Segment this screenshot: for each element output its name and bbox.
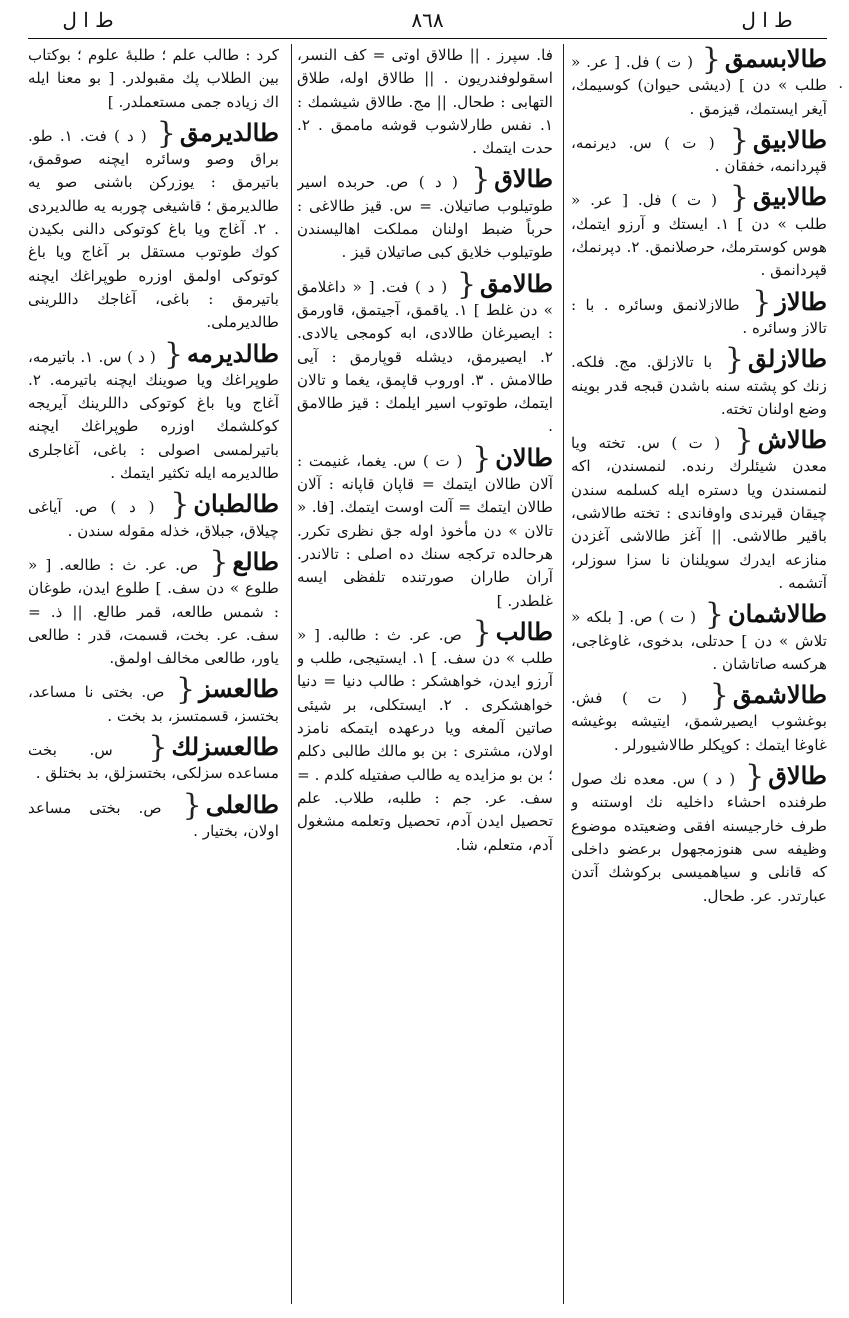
dictionary-entry bbox=[28, 732, 279, 786]
entry-definition: ( د ) س. معده نك صول طرفنده احشاء داخلیه نك اوستنه و طرف خارجیسنه افقی وضعیتده موضوع وظیفه سی هنوزمجهول برعضو داخلی که قانلی و سیاهمیسی برکوشك آتدن عبارتدر. عر. طحال. bbox=[571, 770, 827, 905]
page-number: ٨٦٨ bbox=[411, 8, 444, 32]
entry-definition: ( د ) ص. حربده اسیر طوتیلوب صاتیلان. = س. قیز طالاغی : حرباً ضبط اولنان مملکت اهالیسندن طوتیلوب خلایق کبی صاتیلان قیز . bbox=[297, 173, 553, 262]
entry-definition: ص. بختی مساعد اولان، بختیار . bbox=[28, 798, 279, 840]
entry-headword: طالاشمان bbox=[727, 599, 827, 629]
entry-definition: س. بخت مساعده سزلکی، بختسزلق، بد بختلق . bbox=[28, 741, 279, 783]
dictionary-entry bbox=[297, 266, 553, 439]
brace-icon: { bbox=[156, 115, 176, 151]
brace-icon: { bbox=[709, 678, 729, 714]
column-left bbox=[28, 44, 279, 1306]
entry-headword: طالعسز bbox=[199, 674, 279, 704]
entry-definition: با تالازلق. مج. فلکه. زنك كو پشته سنه باشدن قبجه قدر بوینه وضع اولنان تخته. bbox=[571, 353, 827, 418]
entry-headword: طالان bbox=[495, 442, 553, 472]
entry-headword: طالازلق bbox=[747, 344, 827, 374]
brace-icon: { bbox=[752, 284, 772, 320]
entry-headword: طالاق bbox=[768, 761, 827, 791]
margin-mark: · bbox=[838, 80, 843, 96]
dictionary-entry bbox=[571, 182, 827, 282]
dictionary-entry bbox=[571, 284, 827, 341]
entry-headword: طالاز bbox=[775, 286, 827, 316]
entry-definition: کرد : طالب علم ؛ طلبهٔ علوم ؛ بوکتاب بین الطلاب پك مقبولدر. [ بو معنا ایله اك زیاده جمی مستعملدر. ] bbox=[28, 46, 279, 111]
entry-headword: طالب bbox=[495, 616, 553, 646]
dictionary-entry bbox=[571, 44, 827, 121]
brace-icon: { bbox=[472, 440, 492, 476]
column-right bbox=[571, 44, 827, 1306]
entry-definition: ( ت ) فل. [ عر. « طلب » دن ] (دیشی حیوان) کوسیمك، آیغر ایستمك، قیزمق . bbox=[571, 53, 827, 118]
entry-definition: ( ت ) فش. بوغشوب ایصیرشمق، ایتیشه بوغیشه غاوغا ایتمك : کوپکلر طالاشیورلر . bbox=[571, 689, 827, 754]
brace-icon: { bbox=[471, 162, 491, 198]
dictionary-entry bbox=[297, 614, 553, 857]
entry-headword: طالاشمق bbox=[732, 680, 827, 710]
entry-definition: فا. سپرز . || طالاق اوتی = کف النسر، اسقولوفندریون . || طالاق اوله، طلاق التهابی : طحال. || مج. طالاق شیشمك : ۱. نفس طارلاشوب قوشه ماممق . ۲. حدت ایتمك . bbox=[297, 46, 553, 158]
dictionary-entry bbox=[571, 122, 827, 179]
entry-definition: ( ت ) س. دیرنمه، قپردانمه، خفقان . bbox=[571, 133, 827, 176]
brace-icon: { bbox=[745, 759, 765, 795]
columns bbox=[28, 44, 827, 1306]
entry-headword: طالعسزلك bbox=[171, 732, 279, 762]
brace-icon: { bbox=[729, 122, 749, 158]
entry-headword: طالع bbox=[232, 546, 279, 576]
entry-headword: طالدیرمه bbox=[187, 338, 279, 368]
brace-icon: { bbox=[170, 487, 190, 523]
entry-definition: ( د ) فت. [ « داغلامق » دن غلط ] ۱. یاقمق، آجیتمق، قاورمق : ایصیرغان طالادی، ابه کومجی یالادی. ۲. ایصیرمق، دیشله قوپارمق : آیی طالامش . ۳. اوروب قاپمق، یغما و تالان ایتمك، طوتوب اسیر ایلمك : قیز طالامق . bbox=[297, 277, 553, 436]
dictionary-entry bbox=[571, 680, 827, 757]
page-header bbox=[28, 4, 827, 36]
entry-definition: ( ت ) س. یغما، غنیمت : آلان طالان ایتمك = قاپان قاپانه : آلان طالان ایتمك = آلت اوست ایتمك. [فا. « تالان » دن مأخوذ اوله جق نظری تکرر. هرحالده ترکجه سنك ده اصلی : تالاندر. آران طاران صورتنده تلفظی ایسه غلطدر. ] bbox=[297, 451, 553, 610]
dictionary-entry bbox=[571, 425, 827, 595]
brace-icon: { bbox=[734, 423, 754, 459]
brace-icon: { bbox=[729, 180, 749, 216]
brace-icon: { bbox=[704, 597, 724, 633]
entry-definition: ( ت ) فل. [ عر. « طلب » دن ] ۱. ایستك و آرزو ایتمك، هوس کوسترمك، حرصلانمق. ۲. دپرنمك، قپردانمق . bbox=[571, 191, 827, 280]
dictionary-entry bbox=[28, 115, 279, 335]
dictionary-entry bbox=[571, 344, 827, 421]
entry-headword: طالابسمق bbox=[724, 44, 827, 73]
brace-icon: { bbox=[472, 614, 492, 650]
dictionary-entry bbox=[571, 761, 827, 908]
entry-headword: طالابیق bbox=[752, 182, 827, 212]
column-middle bbox=[297, 44, 553, 1306]
brace-icon: { bbox=[209, 544, 229, 580]
entry-headword: طالدیرمق bbox=[179, 117, 279, 147]
entry-headword: طالطبان bbox=[193, 489, 279, 519]
entry-definition: ( د ) فت. ۱. طو. براق وصو وسائره ایچنه صوقمق، باتیرمق : یوزركن باشنی صو یه طالدیرمق ؛ قاشیغی چوربه یه طالدیردی . ۲. آغاج ویا باغ کوتوکی دالنی بکیدن کوك طوتوب مستقل بر آغاج ویا باغ کوتوکی اولمق اوزره طوپراغك ایچنه باتیرمق : باغی، آغاجك داللرینی طالدیرملی. bbox=[28, 126, 279, 332]
brace-icon: { bbox=[701, 44, 721, 77]
entry-headword: طالاش bbox=[757, 425, 827, 455]
entry-definition: ( د ) ص. آیاغی چیلاق، جبلاق، خذله مقوله سندن . bbox=[28, 498, 279, 540]
dictionary-entry bbox=[28, 489, 279, 543]
entry-headword: طالعلی bbox=[205, 789, 279, 819]
header-left-letters: ط ا ل bbox=[62, 8, 114, 32]
entry-headword: طالاق bbox=[494, 164, 553, 194]
dictionary-entry bbox=[28, 674, 279, 728]
entry-headword: طالامق bbox=[480, 268, 553, 298]
brace-icon: { bbox=[175, 672, 196, 708]
dictionary-entry bbox=[28, 544, 279, 670]
entry-definition: ص. عر. ث : طالبه. [ « طلب » دن سف. ] ۱. ایستیجی، طلب و آرزو ایدن، خواهشکر : طالب دنیا = دنیا خواهشکری . ۲. ایستکلی، بر شیئی صاتین آلمغه ویا درعهده ایتمکه نامزد اولان، مشتری : بن بو مالك طالبی دکلم ؛ بن بو مزایده یه طالب صفتیله کلدم . = سف. عر. جم : طلبه، طلاب. علم تحصیل ایدن آدم، تحصیل وتعلمه مشغول آدم، متعلم، شا. bbox=[297, 625, 553, 854]
dictionary-entry bbox=[28, 336, 279, 486]
brace-icon: { bbox=[182, 787, 202, 823]
entry-definition: ( د ) س. ۱. باتیرمه، طوپراغك ویا صوینك ایچنه باتیرمه. ۲. آغاج ویا باغ کوتوکی داللرینك آیریجه کوکلشمك اوزره طوپراغك ایچنه باتیرلمسی اصولی : باغی، آغاجلری طالدیرمه ایله تکثیر ایتمك . bbox=[28, 347, 279, 483]
entry-definition: ص. بختی نا مساعد، بختسز، قسمتسز، بد بخت . bbox=[28, 683, 279, 725]
dictionary-entry bbox=[297, 440, 553, 613]
header-right-letters: ط ا ل bbox=[741, 8, 793, 32]
brace-icon: { bbox=[456, 266, 477, 302]
brace-icon: { bbox=[724, 342, 744, 378]
dictionary-entry bbox=[297, 164, 553, 264]
dictionary-entry-continued bbox=[28, 44, 279, 114]
entry-definition: طالازلانمق وسائره . با : تالاز وسائره . bbox=[571, 295, 827, 337]
entry-headword: طالابیق bbox=[752, 124, 827, 154]
header-rule bbox=[28, 38, 827, 39]
entry-definition: ( ت ) س. تخته ویا معدن شیئلرك رنده. لنمسندن، اکه لنمسندن ویا دستره ایله کسلمه سندن چیقان قیرندی واوفاندی : تخته طالاشی، باقیر طالاشی. || آغز طالاشی آغزدن منازعه ایدرك سویلنان نا سزا سوزلر، آتشمه . bbox=[571, 434, 827, 592]
brace-icon: { bbox=[163, 336, 184, 372]
entry-definition: ص. عر. ث : طالعه. [ « طلوع » دن سف. ] طلوع ایدن، طوغان : شمس طالعه، قمر طالع. || ذ. = سف. عر. بخت، قسمت، قدر : طالعی یاور، طالعی مخالف اولمق. bbox=[28, 555, 279, 668]
dictionary-entry bbox=[571, 599, 827, 676]
brace-icon: { bbox=[148, 730, 168, 766]
dictionary-entry-continued bbox=[297, 44, 553, 160]
dictionary-entry bbox=[28, 787, 279, 844]
entry-definition: ( ت ) ص. [ بلکه « تلاش » دن ] حدتلی، بدخوی، غاوغاجی، هرکسه صاتاشان . bbox=[571, 608, 827, 673]
